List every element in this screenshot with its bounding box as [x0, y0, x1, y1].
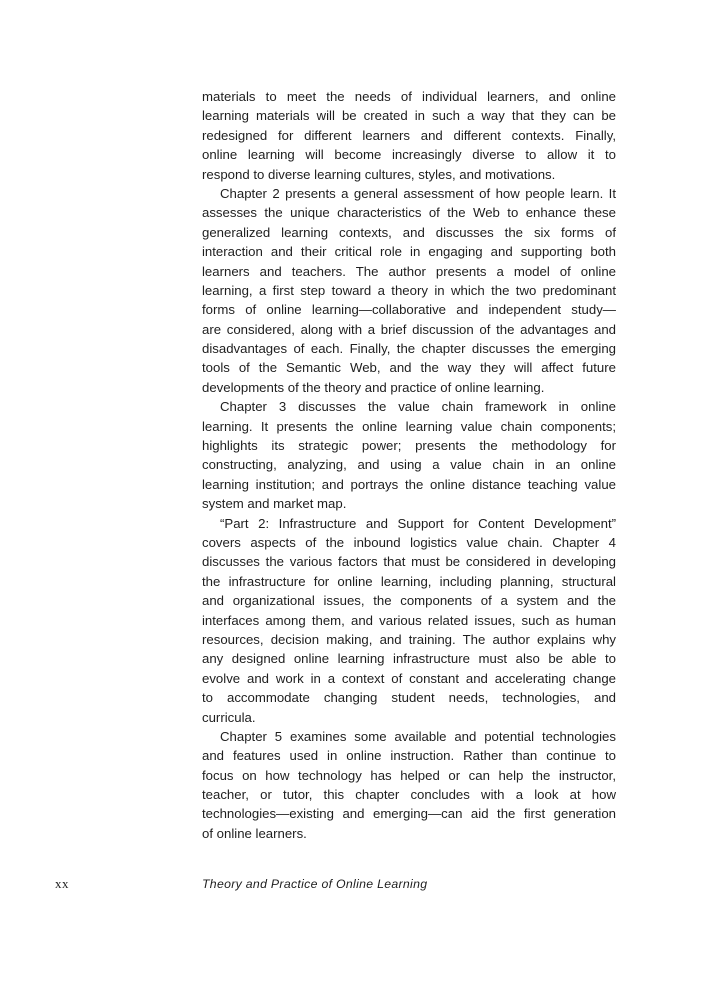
text-line: learning. It presents the online learning value chain components;: [202, 418, 616, 434]
text-line: of online learners.: [202, 825, 307, 841]
text-line: tools of the Semantic Web, and the way they will affect future: [202, 360, 616, 376]
text-line: interaction and their critical role in engaging and supporting both: [202, 244, 616, 260]
text-line: constructing, analyzing, and using a value chain in an online: [202, 457, 616, 473]
text-line: technologies—existing and emerging—can aid the first generation: [202, 806, 616, 822]
text-line: and features used in online instruction. Rather than continue to: [202, 748, 616, 764]
page-number: xx: [55, 876, 69, 891]
text-line: discusses the various factors that must be considered in developing: [202, 554, 616, 570]
running-title: Theory and Practice of Online Learning: [202, 877, 428, 891]
text-line: interfaces among them, and various related issues, such as human: [202, 612, 616, 628]
text-line: assesses the unique characteristics of the Web to enhance these: [202, 205, 616, 221]
text-line: focus on how technology has helped or can help the instructor,: [202, 767, 616, 783]
text-line: respond to diverse learning cultures, styles, and motivations.: [202, 166, 556, 182]
text-line: online learning will become increasingly diverse to allow it to: [202, 147, 616, 163]
text-line: any designed online learning infrastructure must also be able to: [202, 651, 616, 667]
text-line: resources, decision making, and training. The author explains why: [202, 631, 616, 647]
text-line: are considered, along with a brief discussion of the advantages and: [202, 321, 616, 337]
text-line: disadvantages of each. Finally, the chapter discusses the emerging: [202, 341, 616, 357]
text-line: learning institution; and portrays the online distance teaching value: [202, 476, 616, 492]
text-line: learners and teachers. The author presents a model of online: [202, 263, 616, 279]
text-line: system and market map.: [202, 496, 347, 512]
text-line: generalized learning contexts, and discusses the six forms of: [202, 224, 616, 240]
text-line: highlights its strategic power; presents the methodology for: [202, 438, 616, 454]
text-line: redesigned for different learners and different contexts. Finally,: [202, 127, 616, 143]
text-line: curricula.: [202, 709, 256, 725]
text-line: Chapter 3 discusses the value chain framework in online: [220, 399, 616, 415]
text-line: covers aspects of the inbound logistics value chain. Chapter 4: [202, 534, 616, 550]
text-line: Chapter 2 presents a general assessment of how people learn. It: [220, 185, 616, 201]
body-text: [202, 87, 616, 843]
text-line: forms of online learning—collaborative and independent study—: [202, 302, 616, 318]
text-line: learning, a first step toward a theory in which the two predominant: [202, 282, 616, 298]
text-line: the infrastructure for online learning, including planning, structural: [202, 573, 616, 589]
text-line: and organizational issues, the components of a system and the: [202, 593, 616, 609]
text-line: learning materials will be created in such a way that they can be: [202, 108, 616, 124]
text-line: materials to meet the needs of individual learners, and online: [202, 89, 616, 104]
text-line: teacher, or tutor, this chapter concludes with a look at how: [202, 787, 616, 803]
text-line: evolve and work in a context of constant and accelerating change: [202, 670, 616, 686]
text-line: Chapter 5 examines some available and potential technologies: [220, 728, 616, 744]
text-line: to accommodate changing student needs, technologies, and: [202, 690, 616, 706]
text-line: “Part 2: Infrastructure and Support for Content Development”: [220, 515, 616, 531]
text-line: developments of the theory and practice of online learning.: [202, 379, 545, 395]
